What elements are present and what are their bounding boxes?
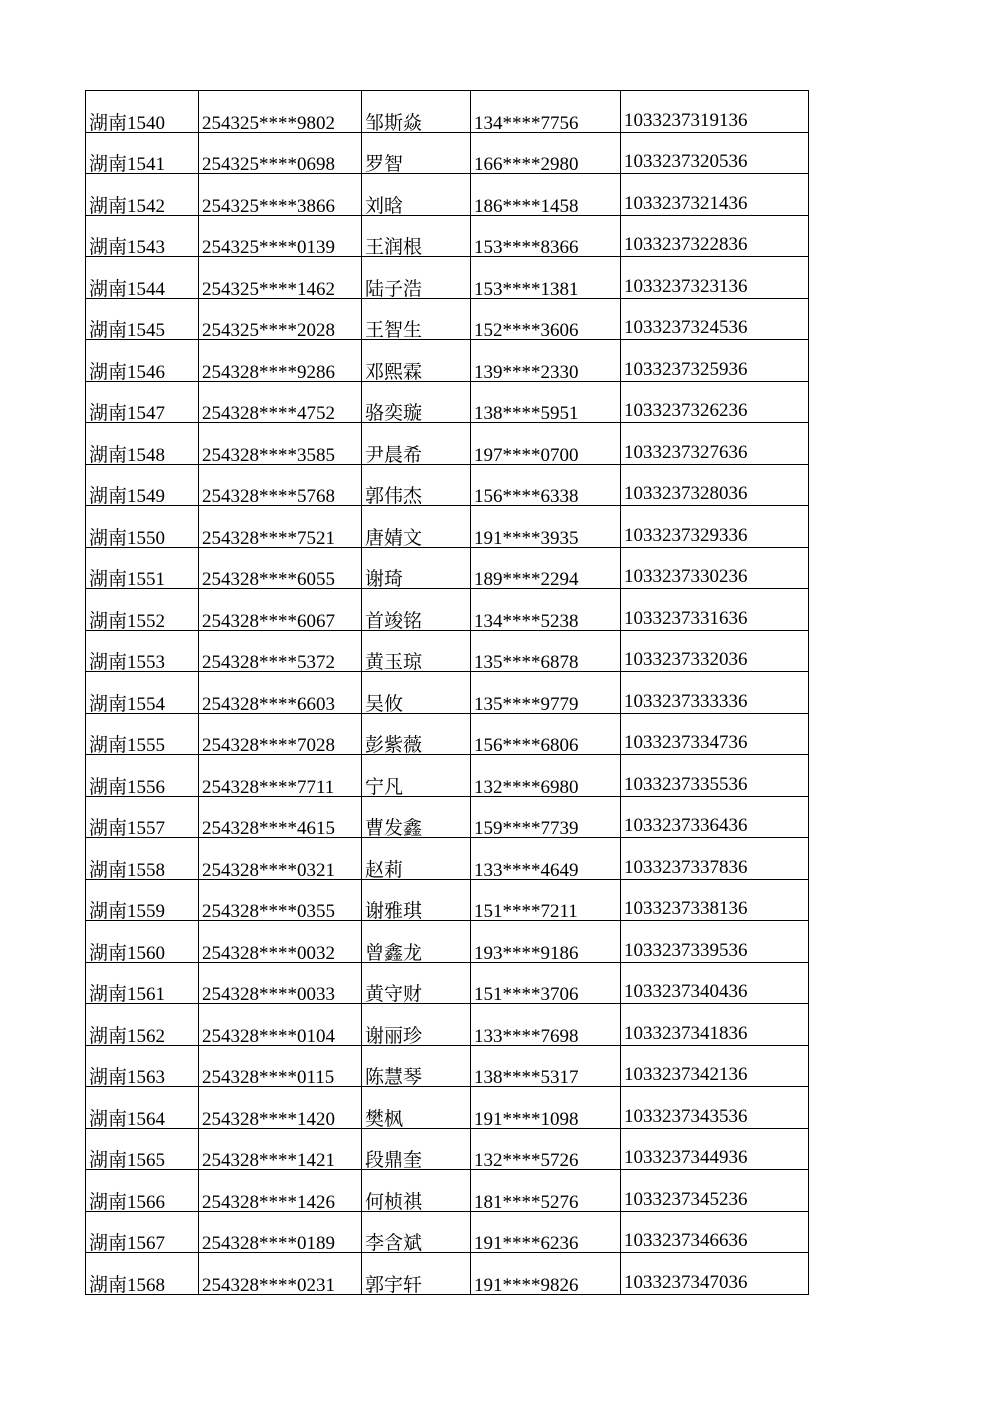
id-number-cell (199, 1004, 362, 1046)
region-code-text: 湖南1541 (89, 154, 166, 174)
name-cell (362, 796, 471, 838)
id-number-cell (199, 921, 362, 963)
id-number-text: 254328****7028 (202, 735, 335, 755)
id-number-cell (199, 423, 362, 465)
table-row (86, 132, 809, 174)
region-code-text: 湖南1550 (89, 527, 166, 547)
id-number-text: 254328****0321 (202, 859, 335, 879)
name-cell (362, 257, 471, 299)
id-number-text: 254328****0189 (202, 1233, 335, 1253)
region-code-cell (86, 1045, 199, 1087)
name-cell (362, 91, 471, 133)
region-code-text: 湖南1546 (89, 361, 166, 381)
phone-text: 138****5317 (474, 1067, 579, 1087)
id-number-text: 254328****0115 (202, 1067, 335, 1087)
ticket-number-cell: 1033237327636 (621, 423, 809, 465)
id-number-text: 254328****1421 (202, 1150, 335, 1170)
phone-cell (471, 464, 621, 506)
phone-text: 156****6806 (474, 735, 579, 755)
phone-cell (471, 298, 621, 340)
id-number-text: 254325****0139 (202, 237, 335, 257)
phone-cell (471, 381, 621, 423)
id-number-cell (199, 796, 362, 838)
ticket-number-cell: 1033237341836 (621, 1004, 809, 1046)
name-cell (362, 755, 471, 797)
phone-text: 197****0700 (474, 444, 579, 464)
phone-cell (471, 257, 621, 299)
table-row (86, 589, 809, 631)
region-code-cell (86, 589, 199, 631)
region-code-text: 湖南1542 (89, 195, 166, 215)
region-code-text: 湖南1565 (89, 1150, 166, 1170)
region-code-cell (86, 506, 199, 548)
phone-text: 151****3706 (474, 984, 579, 1004)
ticket-number-cell: 1033237321436 (621, 174, 809, 216)
table-row (86, 340, 809, 382)
table-row (86, 423, 809, 465)
ticket-number-cell: 1033237342136 (621, 1045, 809, 1087)
id-number-cell (199, 91, 362, 133)
ticket-number-cell: 1033237320536 (621, 132, 809, 174)
table-row (86, 796, 809, 838)
name-text: 罗智 (365, 154, 404, 174)
phone-cell (471, 1170, 621, 1212)
phone-text: 134****5238 (474, 610, 579, 630)
table-row (86, 91, 809, 133)
region-code-cell (86, 257, 199, 299)
name-text: 吴攸 (365, 693, 404, 713)
region-code-cell (86, 547, 199, 589)
name-cell (362, 921, 471, 963)
table-row (86, 1211, 809, 1253)
region-code-text: 湖南1559 (89, 901, 166, 921)
phone-cell (471, 132, 621, 174)
name-text: 彭紫薇 (365, 735, 423, 755)
name-cell (362, 838, 471, 880)
table-row (86, 630, 809, 672)
id-number-cell (199, 381, 362, 423)
id-number-cell (199, 1170, 362, 1212)
region-code-cell (86, 132, 199, 174)
table-row (86, 1087, 809, 1129)
ticket-number-cell: 1033237328036 (621, 464, 809, 506)
id-number-cell (199, 630, 362, 672)
name-cell (362, 174, 471, 216)
phone-cell (471, 838, 621, 880)
region-code-cell (86, 879, 199, 921)
region-code-text: 湖南1560 (89, 942, 166, 962)
id-number-cell (199, 215, 362, 257)
name-cell (362, 1045, 471, 1087)
name-text: 段鼎奎 (365, 1150, 423, 1170)
name-text: 曹发鑫 (365, 818, 423, 838)
name-cell (362, 713, 471, 755)
region-code-cell (86, 1253, 199, 1295)
id-number-cell (199, 962, 362, 1004)
id-number-cell (199, 838, 362, 880)
table-row (86, 381, 809, 423)
table-row (86, 506, 809, 548)
region-code-text: 湖南1547 (89, 403, 166, 423)
ticket-number-cell: 1033237319136 (621, 91, 809, 133)
name-cell (362, 215, 471, 257)
ticket-number-cell: 1033237336436 (621, 796, 809, 838)
region-code-cell (86, 962, 199, 1004)
name-cell (362, 1211, 471, 1253)
phone-text: 191****3935 (474, 527, 579, 547)
phone-cell (471, 589, 621, 631)
phone-text: 134****7756 (474, 112, 579, 132)
region-code-cell (86, 1211, 199, 1253)
region-code-text: 湖南1566 (89, 1191, 166, 1211)
ticket-number-cell: 1033237340436 (621, 962, 809, 1004)
table-row (86, 298, 809, 340)
phone-cell (471, 174, 621, 216)
phone-cell (471, 672, 621, 714)
table-row (86, 1004, 809, 1046)
ticket-number-cell: 1033237329336 (621, 506, 809, 548)
table-row (86, 1045, 809, 1087)
region-code-cell (86, 174, 199, 216)
id-number-text: 254328****7521 (202, 527, 335, 547)
phone-cell (471, 921, 621, 963)
table-row (86, 755, 809, 797)
name-cell (362, 1253, 471, 1295)
id-number-text: 254328****0231 (202, 1274, 335, 1294)
name-cell (362, 298, 471, 340)
phone-cell (471, 1045, 621, 1087)
phone-text: 159****7739 (474, 818, 579, 838)
id-number-text: 254328****1420 (202, 1108, 335, 1128)
phone-cell (471, 755, 621, 797)
phone-text: 153****8366 (474, 237, 579, 257)
name-cell (362, 589, 471, 631)
id-number-cell (199, 1045, 362, 1087)
records-table-body (86, 91, 809, 1295)
region-code-text: 湖南1563 (89, 1067, 166, 1087)
region-code-cell (86, 755, 199, 797)
phone-cell (471, 423, 621, 465)
phone-cell (471, 1128, 621, 1170)
phone-cell (471, 547, 621, 589)
id-number-text: 254325****0698 (202, 154, 335, 174)
ticket-number-cell: 1033237343536 (621, 1087, 809, 1129)
id-number-text: 254328****0032 (202, 942, 335, 962)
phone-cell (471, 1211, 621, 1253)
table-row (86, 1170, 809, 1212)
name-text: 尹晨希 (365, 444, 423, 464)
records-table (85, 90, 809, 1295)
phone-cell (471, 1004, 621, 1046)
ticket-number-cell: 1033237344936 (621, 1128, 809, 1170)
ticket-number-cell: 1033237345236 (621, 1170, 809, 1212)
region-code-cell (86, 423, 199, 465)
table-row (86, 713, 809, 755)
name-cell (362, 1004, 471, 1046)
name-cell (362, 1128, 471, 1170)
name-text: 首竣铭 (365, 610, 423, 630)
phone-text: 133****4649 (474, 859, 579, 879)
phone-text: 191****9826 (474, 1274, 579, 1294)
name-text: 邓熙霖 (365, 361, 423, 381)
table-row (86, 672, 809, 714)
ticket-number-cell: 1033237346636 (621, 1211, 809, 1253)
name-text: 何桢祺 (365, 1191, 423, 1211)
id-number-text: 254325****1462 (202, 278, 335, 298)
region-code-text: 湖南1557 (89, 818, 166, 838)
region-code-text: 湖南1553 (89, 652, 166, 672)
ticket-number-cell: 1033237326236 (621, 381, 809, 423)
id-number-text: 254328****6067 (202, 610, 335, 630)
phone-text: 135****9779 (474, 693, 579, 713)
name-text: 邹斯焱 (365, 112, 423, 132)
ticket-number-cell: 1033237347036 (621, 1253, 809, 1295)
name-cell (362, 423, 471, 465)
id-number-text: 254328****5768 (202, 486, 335, 506)
name-text: 黄守财 (365, 984, 423, 1004)
ticket-number-cell: 1033237334736 (621, 713, 809, 755)
name-cell (362, 506, 471, 548)
id-number-text: 254328****0033 (202, 984, 335, 1004)
table-row (86, 1253, 809, 1295)
region-code-cell (86, 672, 199, 714)
id-number-cell (199, 1087, 362, 1129)
name-text: 刘晗 (365, 195, 404, 215)
region-code-text: 湖南1548 (89, 444, 166, 464)
phone-text: 133****7698 (474, 1025, 579, 1045)
id-number-text: 254328****4615 (202, 818, 335, 838)
name-text: 陆子浩 (365, 278, 423, 298)
phone-text: 186****1458 (474, 195, 579, 215)
name-text: 王智生 (365, 320, 423, 340)
id-number-cell (199, 713, 362, 755)
phone-cell (471, 796, 621, 838)
id-number-cell (199, 755, 362, 797)
id-number-text: 254328****6055 (202, 569, 335, 589)
phone-text: 166****2980 (474, 154, 579, 174)
id-number-text: 254328****4752 (202, 403, 335, 423)
ticket-number-cell: 1033237335536 (621, 755, 809, 797)
table-row (86, 547, 809, 589)
phone-text: 191****1098 (474, 1108, 579, 1128)
ticket-number-cell: 1033237339536 (621, 921, 809, 963)
phone-text: 156****6338 (474, 486, 579, 506)
phone-text: 193****9186 (474, 942, 579, 962)
name-text: 李含斌 (365, 1233, 423, 1253)
region-code-text: 湖南1564 (89, 1108, 166, 1128)
region-code-text: 湖南1558 (89, 859, 166, 879)
phone-text: 132****6980 (474, 776, 579, 796)
name-text: 曾鑫龙 (365, 942, 423, 962)
region-code-cell (86, 1004, 199, 1046)
id-number-text: 254325****2028 (202, 320, 335, 340)
region-code-text: 湖南1567 (89, 1233, 166, 1253)
name-cell (362, 132, 471, 174)
phone-cell (471, 879, 621, 921)
name-text: 唐婧文 (365, 527, 423, 547)
name-text: 王润根 (365, 237, 423, 257)
region-code-cell (86, 921, 199, 963)
ticket-number-cell: 1033237330236 (621, 547, 809, 589)
region-code-cell (86, 91, 199, 133)
id-number-cell (199, 340, 362, 382)
id-number-cell (199, 506, 362, 548)
region-code-cell (86, 215, 199, 257)
phone-cell (471, 630, 621, 672)
id-number-cell (199, 174, 362, 216)
table-row (86, 1128, 809, 1170)
phone-cell (471, 91, 621, 133)
region-code-cell (86, 1087, 199, 1129)
id-number-text: 254328****3585 (202, 444, 335, 464)
id-number-cell (199, 1128, 362, 1170)
id-number-text: 254328****7711 (202, 776, 335, 796)
phone-text: 189****2294 (474, 569, 579, 589)
phone-cell (471, 1253, 621, 1295)
table-row (86, 838, 809, 880)
id-number-text: 254325****9802 (202, 112, 335, 132)
id-number-cell (199, 589, 362, 631)
region-code-text: 湖南1545 (89, 320, 166, 340)
region-code-text: 湖南1543 (89, 237, 166, 257)
region-code-text: 湖南1555 (89, 735, 166, 755)
id-number-text: 254325****3866 (202, 195, 335, 215)
phone-text: 152****3606 (474, 320, 579, 340)
name-text: 骆奕璇 (365, 403, 423, 423)
region-code-text: 湖南1540 (89, 112, 166, 132)
table-row (86, 257, 809, 299)
region-code-cell (86, 340, 199, 382)
name-text: 赵莉 (365, 859, 404, 879)
region-code-cell (86, 713, 199, 755)
name-cell (362, 547, 471, 589)
phone-cell (471, 962, 621, 1004)
region-code-cell (86, 464, 199, 506)
id-number-text: 254328****0355 (202, 901, 335, 921)
name-text: 樊枫 (365, 1108, 404, 1128)
ticket-number-cell: 1033237337836 (621, 838, 809, 880)
name-text: 谢丽珍 (365, 1025, 423, 1045)
id-number-text: 254328****0104 (202, 1025, 335, 1045)
phone-cell (471, 506, 621, 548)
name-text: 郭伟杰 (365, 486, 423, 506)
region-code-cell (86, 630, 199, 672)
phone-text: 191****6236 (474, 1233, 579, 1253)
region-code-text: 湖南1551 (89, 569, 166, 589)
region-code-text: 湖南1568 (89, 1274, 166, 1294)
name-cell (362, 879, 471, 921)
phone-text: 181****5276 (474, 1191, 579, 1211)
region-code-cell (86, 796, 199, 838)
region-code-text: 湖南1552 (89, 610, 166, 630)
region-code-text: 湖南1562 (89, 1025, 166, 1045)
table-row (86, 215, 809, 257)
table-row (86, 921, 809, 963)
table-row (86, 879, 809, 921)
phone-cell (471, 1087, 621, 1129)
phone-cell (471, 340, 621, 382)
ticket-number-cell: 1033237338136 (621, 879, 809, 921)
region-code-text: 湖南1561 (89, 984, 166, 1004)
id-number-cell (199, 547, 362, 589)
phone-text: 151****7211 (474, 901, 578, 921)
region-code-text: 湖南1549 (89, 486, 166, 506)
region-code-text: 湖南1554 (89, 693, 166, 713)
id-number-cell (199, 132, 362, 174)
region-code-text: 湖南1556 (89, 776, 166, 796)
region-code-cell (86, 381, 199, 423)
id-number-cell (199, 1211, 362, 1253)
id-number-text: 254328****6603 (202, 693, 335, 713)
id-number-cell (199, 1253, 362, 1295)
name-cell (362, 962, 471, 1004)
phone-cell (471, 713, 621, 755)
phone-text: 139****2330 (474, 361, 579, 381)
name-cell (362, 340, 471, 382)
name-text: 陈慧琴 (365, 1067, 423, 1087)
name-text: 宁凡 (365, 776, 404, 796)
ticket-number-cell: 1033237332036 (621, 630, 809, 672)
id-number-text: 254328****5372 (202, 652, 335, 672)
id-number-cell (199, 672, 362, 714)
name-text: 郭宇轩 (365, 1274, 423, 1294)
phone-text: 135****6878 (474, 652, 579, 672)
region-code-cell (86, 1128, 199, 1170)
name-text: 谢琦 (365, 569, 404, 589)
name-text: 黄玉琼 (365, 652, 423, 672)
phone-text: 153****1381 (474, 278, 579, 298)
ticket-number-cell: 1033237325936 (621, 340, 809, 382)
region-code-cell (86, 298, 199, 340)
id-number-cell (199, 464, 362, 506)
ticket-number-cell: 1033237333336 (621, 672, 809, 714)
phone-text: 138****5951 (474, 403, 579, 423)
ticket-number-cell: 1033237331636 (621, 589, 809, 631)
ticket-number-cell: 1033237324536 (621, 298, 809, 340)
id-number-text: 254328****1426 (202, 1191, 335, 1211)
phone-text: 132****5726 (474, 1150, 579, 1170)
region-code-cell (86, 1170, 199, 1212)
id-number-cell (199, 879, 362, 921)
id-number-cell (199, 298, 362, 340)
id-number-cell (199, 257, 362, 299)
table-row (86, 962, 809, 1004)
ticket-number-cell: 1033237322836 (621, 215, 809, 257)
name-cell (362, 1087, 471, 1129)
name-text: 谢雅琪 (365, 901, 423, 921)
id-number-text: 254328****9286 (202, 361, 335, 381)
table-row (86, 464, 809, 506)
region-code-cell (86, 838, 199, 880)
name-cell (362, 672, 471, 714)
name-cell (362, 381, 471, 423)
name-cell (362, 464, 471, 506)
table-row (86, 174, 809, 216)
ticket-number-cell: 1033237323136 (621, 257, 809, 299)
name-cell (362, 1170, 471, 1212)
region-code-text: 湖南1544 (89, 278, 166, 298)
phone-cell (471, 215, 621, 257)
name-cell (362, 630, 471, 672)
